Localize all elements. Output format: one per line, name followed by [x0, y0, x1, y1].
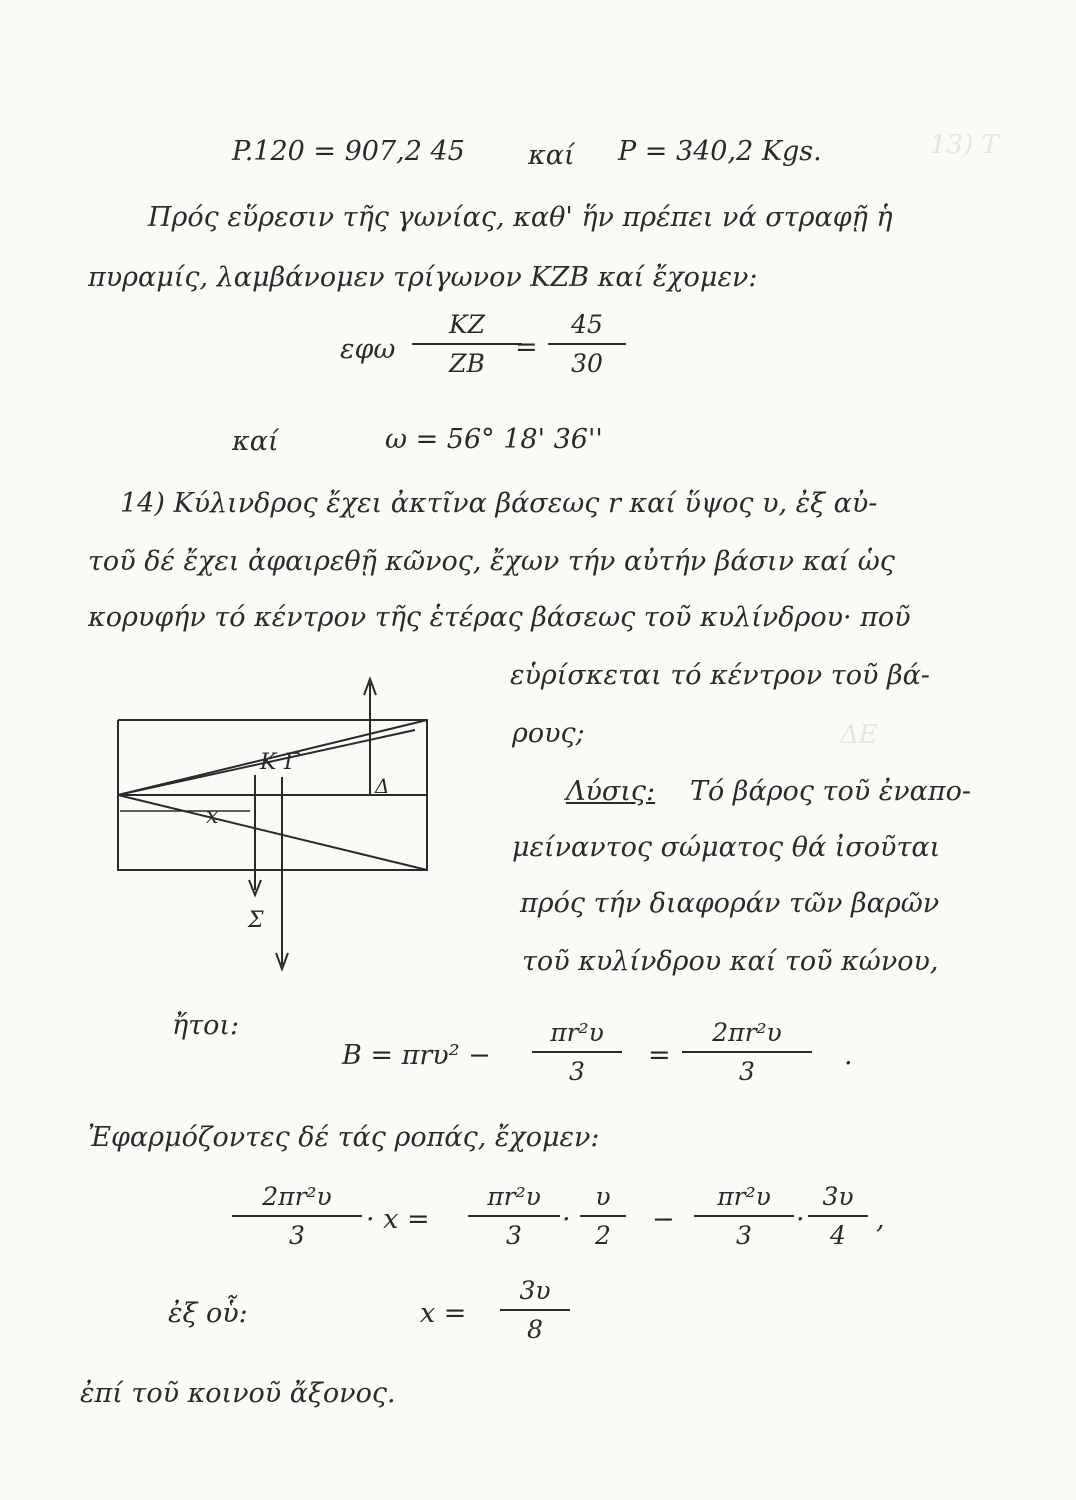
- word-kai: καί: [528, 140, 575, 171]
- eq3-f2-num: 2πr²υ: [712, 1018, 782, 1047]
- problem-14-line-1: 14) Κύλινδρος ἔχει ἀκτῖνα βάσεως r καί ὕψος υ, ἐξ αὐ-: [120, 488, 878, 519]
- moments-line: Ἐφαρμόζοντες δέ τάς ροπάς, ἔχομεν:: [88, 1122, 600, 1153]
- eq3-f1-num: πr²υ: [550, 1018, 604, 1047]
- eq4-f1-num: 2πr²υ: [262, 1182, 332, 1211]
- eq4-fraction-4: [694, 1184, 794, 1248]
- label-delta: Δ: [375, 774, 390, 798]
- eq4-dot-2: ·: [796, 1204, 805, 1235]
- problem-14-line-2: τοῦ δέ ἔχει ἀφαιρεθῇ κῶνος, ἔχων τήν αὐτήν βάσιν καί ὡς: [88, 546, 895, 577]
- fraction-bar: [548, 343, 626, 345]
- eq5-num: 3υ: [519, 1276, 551, 1305]
- eq4-f5-num: 3υ: [822, 1182, 854, 1211]
- eq3-fraction-1: [532, 1020, 622, 1084]
- equation-line-1-right: P = 340,2 Kgs.: [618, 136, 822, 167]
- eq3-equals: =: [648, 1040, 671, 1071]
- solution-line-4: τοῦ κυλίνδρου καί τοῦ κώνου,: [522, 946, 939, 977]
- eq5-fraction: [500, 1278, 570, 1342]
- problem-14-line-4: εὑρίσκεται τό κέντρον τοῦ βά-: [510, 660, 930, 691]
- fraction-bar: [694, 1215, 794, 1217]
- eq4-dot-1: ·: [562, 1204, 571, 1235]
- problem-14-line-3: κορυφήν τό κέντρον τῆς ἑτέρας βάσεως τοῦ κυλίνδρου· ποῦ: [88, 602, 911, 633]
- eq1-lhs: εφω: [340, 334, 396, 365]
- eq1-frac1-num: ΚΖ: [448, 310, 486, 339]
- label-k: K: [260, 750, 277, 775]
- fraction-bar: [808, 1215, 868, 1217]
- label-x: x: [206, 804, 219, 829]
- eq4-minus: −: [652, 1204, 675, 1235]
- eq4-comma: ,: [876, 1204, 885, 1235]
- eq4-f3-den: 2: [595, 1221, 611, 1250]
- eq4-f4-num: πr²υ: [717, 1182, 771, 1211]
- eq4-f3-num: υ: [595, 1182, 611, 1211]
- label-gamma: Γ: [284, 750, 300, 775]
- eq4-fraction-3: [580, 1184, 626, 1248]
- eq1-frac2-den: 30: [571, 349, 603, 378]
- eq4-f5-den: 4: [830, 1221, 846, 1250]
- eq1-frac2-num: 45: [571, 310, 603, 339]
- eq1-fraction-1: [412, 312, 522, 376]
- final-line: ἐπί τοῦ κοινοῦ ἄξονος.: [80, 1378, 396, 1409]
- fraction-bar: [232, 1215, 362, 1217]
- eq5-den: 8: [527, 1315, 543, 1344]
- solution-label: Λύσις:: [566, 776, 656, 807]
- cylinder-cone-diagram: [100, 665, 440, 985]
- eq3-period: .: [844, 1040, 853, 1071]
- eq1-equals: =: [515, 332, 538, 363]
- eq2-angle: ω = 56° 18' 36'': [385, 424, 603, 455]
- equation-line-1: P.120 = 907,2 45: [232, 136, 465, 167]
- eq1-fraction-2: [548, 312, 626, 376]
- eq4-x-equals: · x =: [366, 1204, 430, 1235]
- eq4-fraction-2: [468, 1184, 560, 1248]
- eq4-f1-den: 3: [289, 1221, 305, 1250]
- label-sigma: Σ: [248, 908, 264, 933]
- eq4-fraction-5: [808, 1184, 868, 1248]
- eq4-f2-num: πr²υ: [487, 1182, 541, 1211]
- fraction-bar: [682, 1051, 812, 1053]
- eq3-lhs: B = πrυ² −: [342, 1040, 491, 1071]
- solution-line-2: μείναντος σώματος θά ἰσοῦται: [512, 832, 941, 863]
- eq3-f2-den: 3: [739, 1057, 755, 1086]
- eq3-f1-den: 3: [569, 1057, 585, 1086]
- fraction-bar: [412, 343, 522, 345]
- document-page: 13) Τ ΔΕ P.120 = 907,2 45 καί P = 340,2 Kgs. Πρός εὕρεσιν τῆς γωνίας, καθ' ἥν πρέπει νά στραφῇ ἡ πυραμίς, λαμβάνομεν τρίγωνον ΚΖΒ καί ἔχομεν: εφω ΚΖ ΖΒ = 45 30 καί ω = 56° 18' 36'' 14) Κύλινδρος ἔχει ἀκτῖνα βάσεως r καί ὕψος υ, ἐξ αὐ- τοῦ δέ ἔχει ἀφαιρεθῇ κῶνος, ἔχων τήν αὐτήν βάσιν καί ὡς κορυφήν τό κέντρον τῆς ἑτέρας βάσεως τοῦ κυλίνδρου· ποῦ εὑρίσκεται τό κέντρον τοῦ βά- ρους; K Γ Δ x Σ Λύσις: Τό βάρος τοῦ ἐναπο- μείναντος σώματος θά ἰσοῦται πρός τήν διαφοράν τῶν βαρῶν τοῦ κυλίνδρου καί τοῦ κώνου, ἤτοι: B = πrυ² − πr²υ 3 = 2πr²υ 3 . Ἐφαρμόζοντες δέ τάς ροπάς, ἔχομεν: 2πr²υ 3 · x = πr²υ 3 · υ 2 − πr²υ 3 · 3υ 4 , ἐξ οὗ: x = 3υ 8 ἐπί τοῦ κοινοῦ ἄξονος.: [80, 130, 999, 1409]
- text-line-2: Πρός εὕρεσιν τῆς γωνίας, καθ' ἥν πρέπει νά στραφῇ ἡ: [148, 202, 893, 233]
- word-kai-2: καί: [232, 426, 279, 457]
- solution-line-1: Τό βάρος τοῦ ἐναπο-: [690, 776, 971, 807]
- eq4-f4-den: 3: [736, 1221, 752, 1250]
- fraction-bar: [580, 1215, 626, 1217]
- solution-line-3: πρός τήν διαφοράν τῶν βαρῶν: [520, 888, 940, 919]
- cone-line-bottom: [118, 795, 427, 870]
- fraction-bar: [500, 1309, 570, 1311]
- text-line-3: πυραμίς, λαμβάνομεν τρίγωνον ΚΖΒ καί ἔχομεν:: [88, 262, 758, 293]
- eq4-f2-den: 3: [506, 1221, 522, 1250]
- eq3-fraction-2: [682, 1020, 812, 1084]
- eq4-fraction-1: [232, 1184, 362, 1248]
- itoi-label: ἤτοι:: [172, 1010, 240, 1041]
- eq1-frac1-den: ΖΒ: [449, 349, 485, 378]
- ex-ou-label: ἐξ οὗ:: [168, 1298, 248, 1329]
- eq5-x-equals: x =: [420, 1298, 467, 1329]
- fraction-bar: [468, 1215, 560, 1217]
- fraction-bar: [532, 1051, 622, 1053]
- problem-14-line-5: ρους;: [512, 718, 585, 749]
